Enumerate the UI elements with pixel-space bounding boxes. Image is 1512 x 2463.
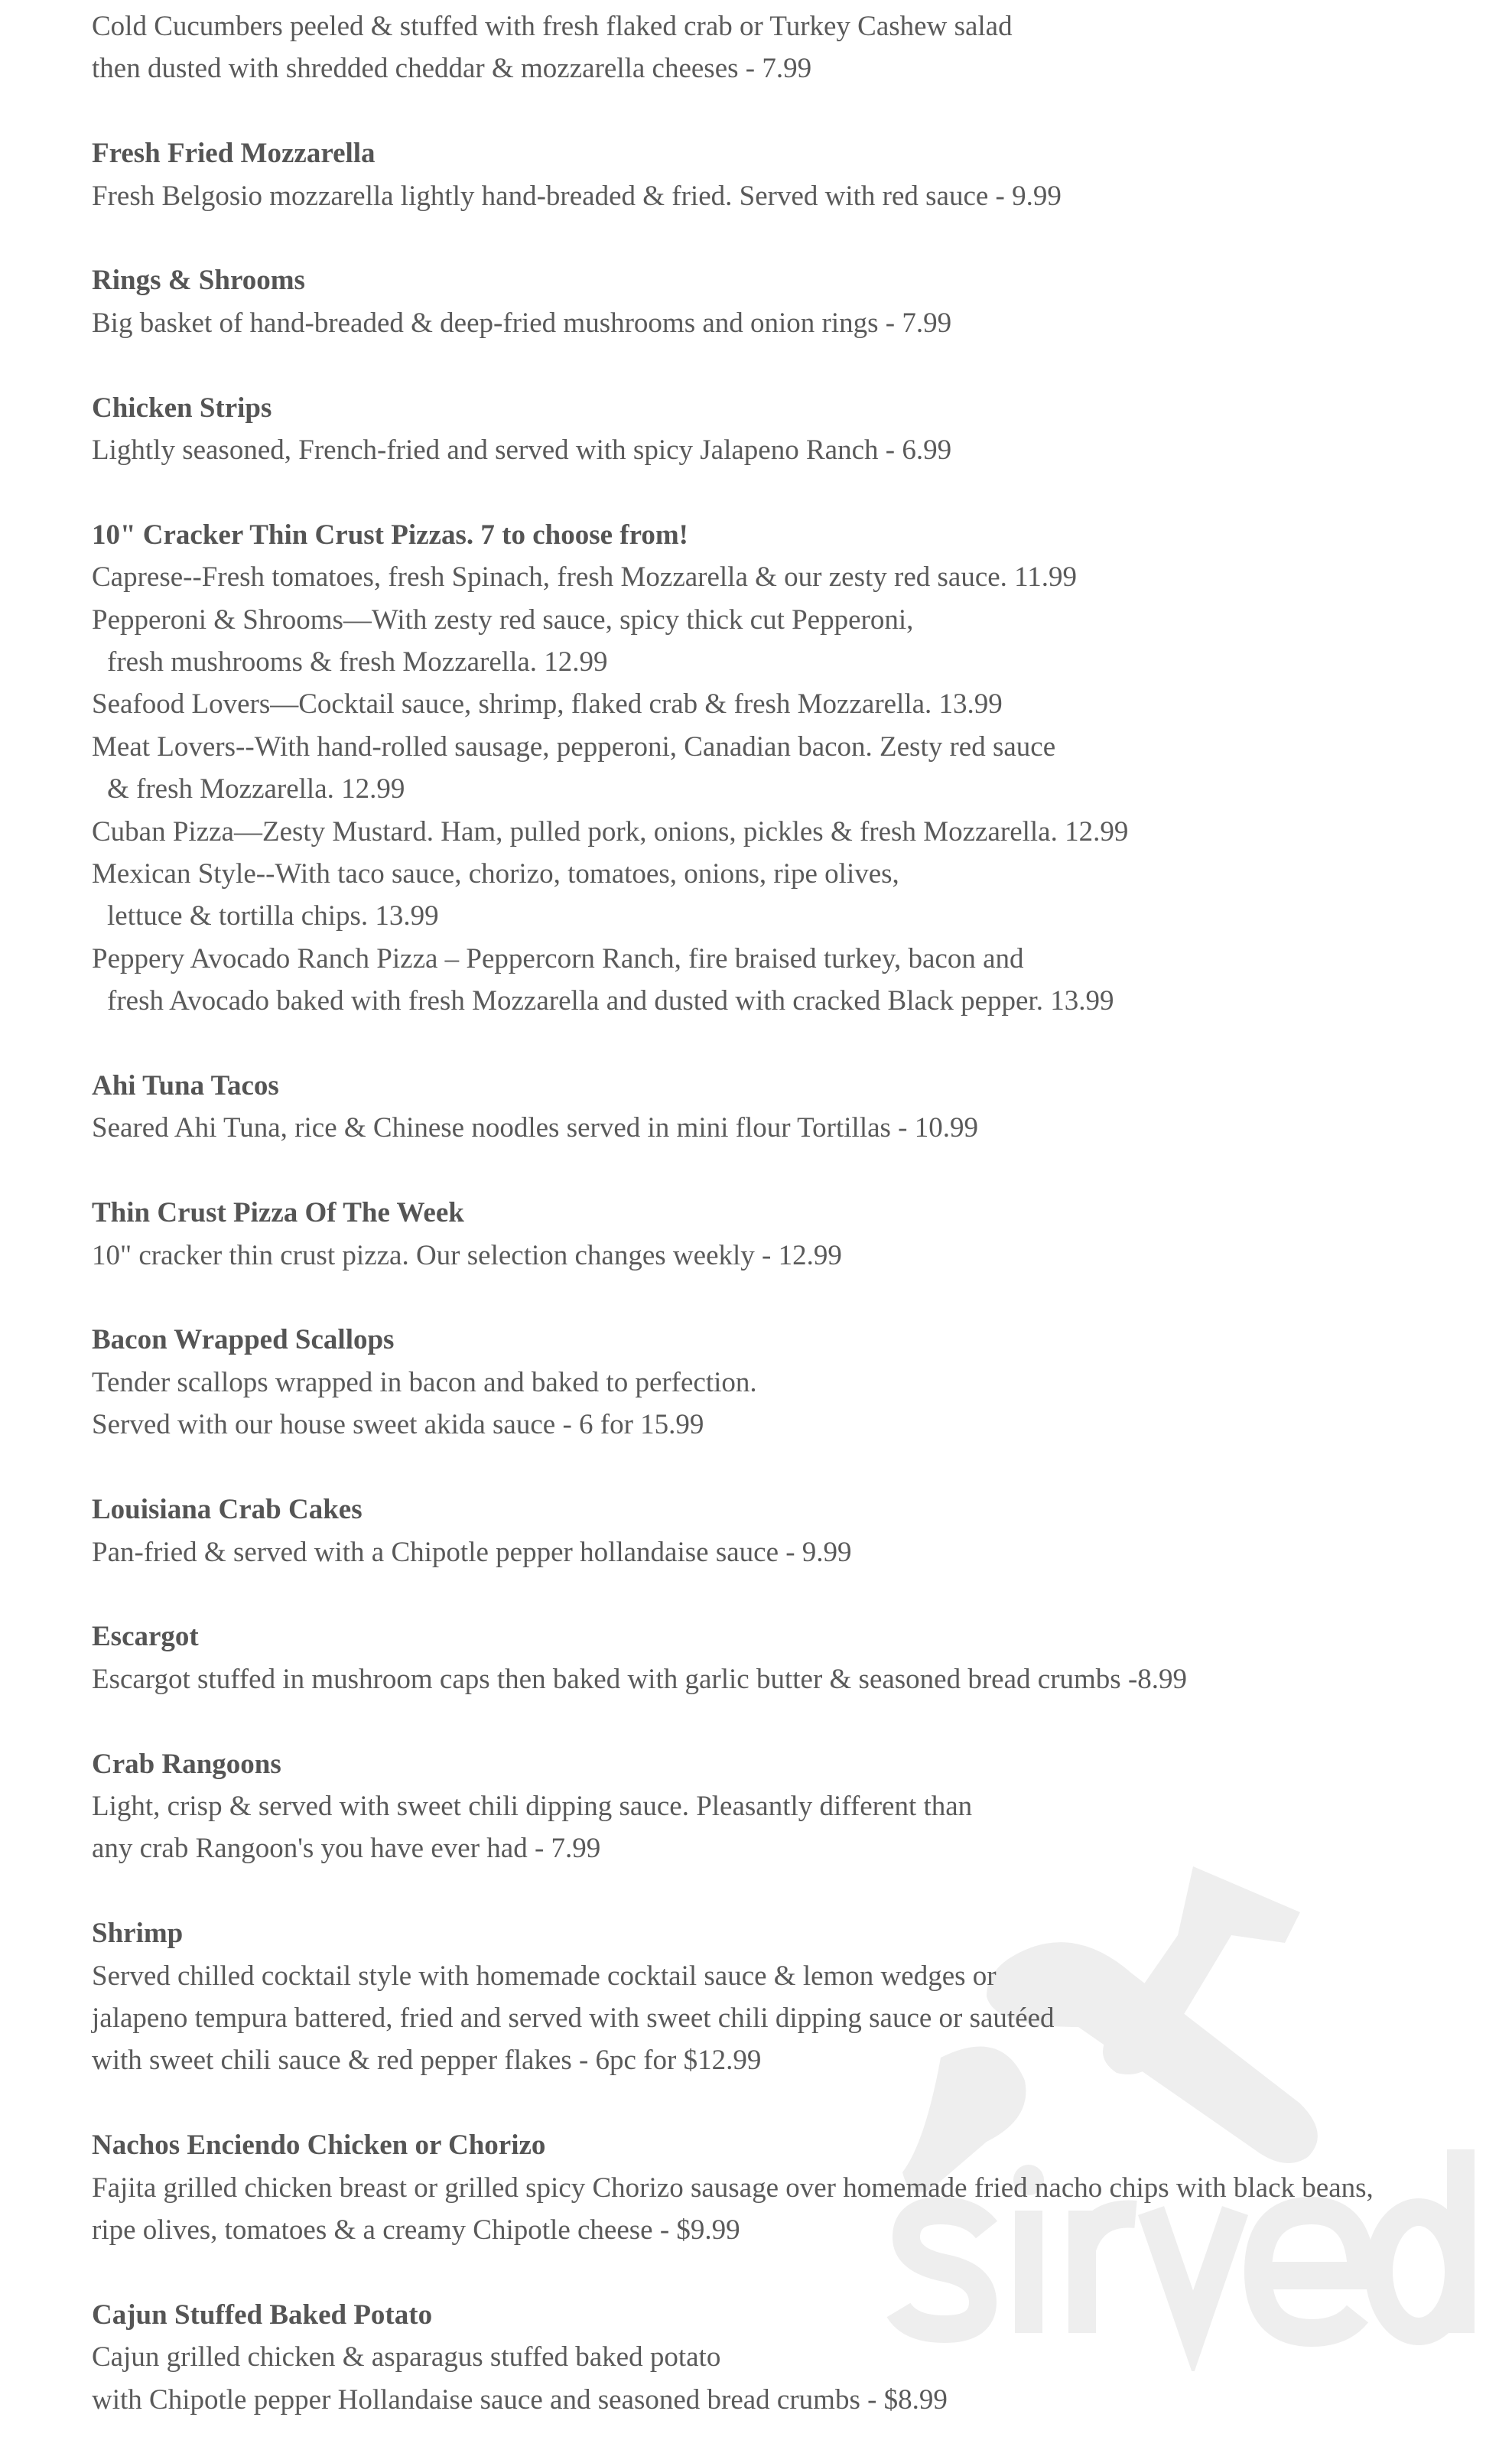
- menu-item-description: lettuce & tortilla chips. 13.99: [107, 900, 439, 932]
- menu-item-title: Nachos Enciendo Chicken or Chorizo: [92, 2130, 546, 2162]
- menu-item: [92, 1489, 1512, 1573]
- menu-item-description: Cold Cucumbers peeled & stuffed with fresh flaked crab or Turkey Cashew salad: [92, 11, 1013, 42]
- menu-item-description: any crab Rangoon's you have ever had - 7.99: [92, 1833, 601, 1865]
- menu-item-title: Cajun Stuffed Baked Potato: [92, 2299, 433, 2331]
- menu-item-title: Chicken Strips: [92, 392, 272, 424]
- menu-item-title: 10" Cracker Thin Crust Pizzas. 7 to choose from!: [92, 519, 688, 551]
- menu-item-description: Fresh Belgosio mozzarella lightly hand-breaded & fried. Served with red sauce - 9.99: [92, 180, 1062, 212]
- menu-list: [92, 5, 1512, 2463]
- menu-item-description: Big basket of hand-breaded & deep-fried mushrooms and onion rings - 7.99: [92, 307, 952, 339]
- menu-item-description: ripe olives, tomatoes & a creamy Chipotle cheese - $9.99: [92, 2214, 740, 2246]
- menu-item-description: Tender scallops wrapped in bacon and baked to perfection.: [92, 1366, 757, 1398]
- menu-item: [92, 1912, 1512, 2082]
- menu-item-description: with Chipotle pepper Hollandaise sauce and seasoned bread crumbs - $8.99: [92, 2383, 948, 2416]
- menu-item: [92, 514, 1512, 1023]
- menu-item-description: Escargot stuffed in mushroom caps then baked with garlic butter & seasoned bread crumbs -8.99: [92, 1663, 1188, 1695]
- menu-item-title: Bacon Wrapped Scallops: [92, 1324, 395, 1356]
- menu-item-title: Louisiana Crab Cakes: [92, 1494, 363, 1526]
- menu-item: [92, 5, 1512, 90]
- menu-item-description: Fajita grilled chicken breast or grilled spicy Chorizo sausage over homemade fried nacho chips with black beans,: [92, 2172, 1374, 2204]
- menu-item-title: Rings & Shrooms: [92, 265, 305, 297]
- menu-item: [92, 1192, 1512, 1277]
- menu-item-description: Served with our house sweet akida sauce - 6 for 15.99: [92, 1409, 704, 1441]
- menu-item-description: Pepperoni & Shrooms—With zesty red sauce, spicy thick cut Pepperoni,: [92, 604, 914, 636]
- menu-item: [92, 2294, 1512, 2421]
- menu-item-description: Meat Lovers--With hand-rolled sausage, pepperoni, Canadian bacon. Zesty red sauce: [92, 730, 1056, 763]
- menu-item-description: jalapeno tempura battered, fried and served with sweet chili dipping sauce or sautéed: [92, 2002, 1055, 2034]
- menu-item: [92, 1319, 1512, 1446]
- menu-item: [92, 1615, 1512, 1700]
- menu-item-title: Crab Rangoons: [92, 1748, 281, 1780]
- menu-item-description: then dusted with shredded cheddar & mozzarella cheeses - 7.99: [92, 53, 812, 85]
- menu-item: [92, 1065, 1512, 1150]
- menu-item-title: Thin Crust Pizza Of The Week: [92, 1197, 464, 1229]
- menu-item-description: Served chilled cocktail style with homemade cocktail sauce & lemon wedges or: [92, 1960, 997, 1992]
- menu-item-title: Escargot: [92, 1621, 199, 1653]
- menu-item-description: Mexican Style--With taco sauce, chorizo, tomatoes, onions, ripe olives,: [92, 858, 899, 890]
- menu-item: [92, 1743, 1512, 1870]
- menu-item-description: Lightly seasoned, French-fried and served with spicy Jalapeno Ranch - 6.99: [92, 434, 952, 467]
- menu-item-description: Peppery Avocado Ranch Pizza – Peppercorn Ranch, fire braised turkey, bacon and: [92, 942, 1024, 974]
- menu-item: [92, 132, 1512, 217]
- menu-item-description: & fresh Mozzarella. 12.99: [107, 773, 405, 805]
- menu-item-description: with sweet chili sauce & red pepper flakes - 6pc for $12.99: [92, 2045, 762, 2077]
- menu-item: [92, 2124, 1512, 2251]
- menu-item-description: Cuban Pizza—Zesty Mustard. Ham, pulled pork, onions, pickles & fresh Mozzarella. 12.99: [92, 815, 1129, 848]
- menu-item-description: Seared Ahi Tuna, rice & Chinese noodles served in mini flour Tortillas - 10.99: [92, 1112, 978, 1144]
- menu-item-description: Cajun grilled chicken & asparagus stuffed baked potato: [92, 2341, 721, 2374]
- menu-item-description: Light, crisp & served with sweet chili dipping sauce. Pleasantly different than: [92, 1790, 973, 1822]
- menu-item: [92, 387, 1512, 472]
- menu-item-description: Seafood Lovers—Cocktail sauce, shrimp, flaked crab & fresh Mozzarella. 13.99: [92, 688, 1003, 721]
- menu-item-description: fresh mushrooms & fresh Mozzarella. 12.99: [107, 646, 608, 678]
- menu-item-title: Ahi Tuna Tacos: [92, 1070, 279, 1102]
- menu-item-title: Fresh Fried Mozzarella: [92, 138, 376, 170]
- menu-item: [92, 259, 1512, 344]
- menu-item-description: Pan-fried & served with a Chipotle pepper hollandaise sauce - 9.99: [92, 1536, 852, 1568]
- menu-item-description: fresh Avocado baked with fresh Mozzarella and dusted with cracked Black pepper. 13.99: [107, 985, 1114, 1017]
- menu-item-description: Caprese--Fresh tomatoes, fresh Spinach, fresh Mozzarella & our zesty red sauce. 11.99: [92, 561, 1078, 594]
- menu-item-description: 10" cracker thin crust pizza. Our selection changes weekly - 12.99: [92, 1239, 842, 1271]
- menu-item-title: Shrimp: [92, 1918, 184, 1950]
